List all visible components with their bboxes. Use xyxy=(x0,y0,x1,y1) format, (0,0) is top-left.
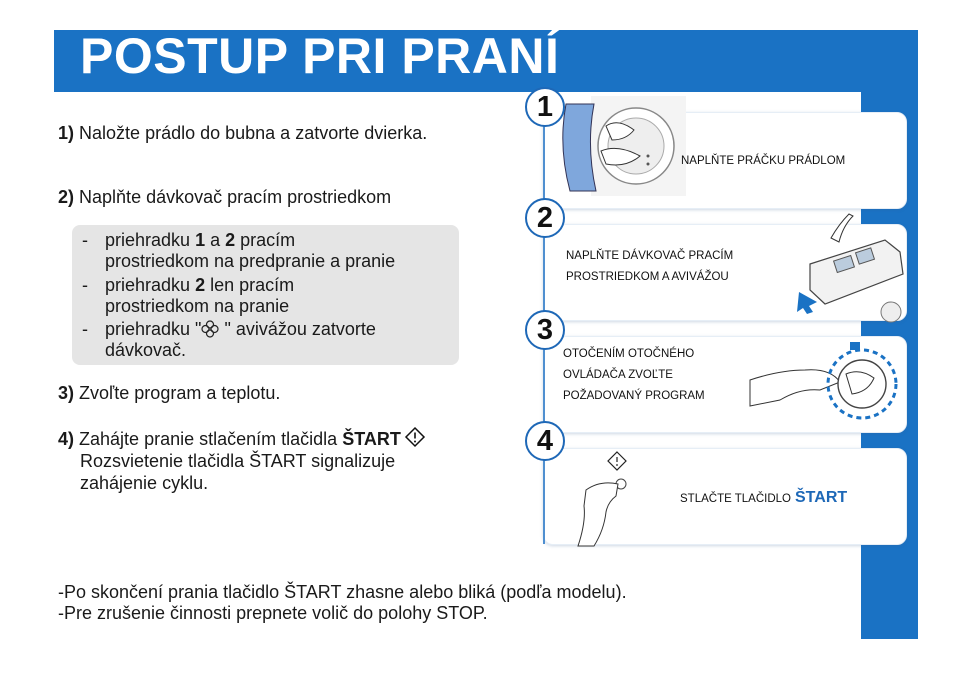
step-number: 2) xyxy=(58,187,75,207)
card-caption xyxy=(680,487,847,510)
bullet-text: priehradku xyxy=(105,275,196,295)
program-dial-illustration xyxy=(750,340,900,430)
footer-note: -Pre zrušenie činnosti prepnete volič do polohy STOP. xyxy=(58,603,488,623)
caption-line: PROSTRIEDKOM A AVIVÁŽOU xyxy=(566,271,729,283)
bullet-text: a xyxy=(205,230,226,250)
caption-line: POŽADOVANÝ PROGRAM xyxy=(563,390,705,402)
step-2 xyxy=(58,186,391,208)
card-caption xyxy=(566,246,733,288)
step-text: Rozsvietenie tlačidla ŠTART signalizuje xyxy=(80,451,396,471)
step-number: 3) xyxy=(58,383,75,403)
bullet-dash: - xyxy=(82,230,88,250)
bullet-continuation: prostriedkom na pranie xyxy=(105,296,290,316)
washing-machine-illustration xyxy=(556,96,686,201)
step-number: 1) xyxy=(58,123,75,143)
start-button-icon xyxy=(404,426,426,448)
detergent-drawer-illustration xyxy=(795,212,905,320)
step-text: Zahájte pranie stlačením tlačidla xyxy=(79,429,338,449)
compartment-number: 1 xyxy=(195,230,206,250)
bullet-text: pracím xyxy=(235,230,296,250)
caption-line: NAPLŇTE PRÁČKU PRÁDLOM xyxy=(681,155,846,167)
step-text: Naplňte dávkovač pracím prostriedkom xyxy=(79,187,392,207)
card-caption xyxy=(563,344,705,407)
bullet-item xyxy=(82,319,376,361)
caption-line: STLAČTE TLAČIDLO xyxy=(680,493,791,505)
start-label: ŠTART xyxy=(795,489,848,506)
start-label: ŠTART xyxy=(342,429,401,449)
bullet-text: priehradku xyxy=(105,230,196,250)
page-title: POSTUP PRI PRANÍ xyxy=(80,28,560,84)
compartment-number: 2 xyxy=(195,275,206,295)
start-press-illustration xyxy=(566,450,646,548)
card-caption xyxy=(681,151,845,172)
bullet-item xyxy=(82,230,395,272)
bullet-text: priehradku " xyxy=(105,319,202,339)
caption-line: OVLÁDAČA ZVOĽTE xyxy=(563,369,673,381)
step-badge-1: 1 xyxy=(525,87,565,127)
step-4 xyxy=(58,426,426,494)
bullet-item xyxy=(82,275,294,317)
bullet-continuation: prostriedkom na predpranie a pranie xyxy=(105,251,396,271)
bullet-text: " avivážou zatvorte xyxy=(219,319,376,339)
bullet-dash: - xyxy=(82,319,88,339)
caption-line: OTOČENÍM OTOČNÉHO xyxy=(563,348,695,360)
step-1 xyxy=(58,122,427,144)
softener-flower-icon xyxy=(201,320,219,338)
compartment-number: 2 xyxy=(225,230,236,250)
step-text: Zvoľte program a teplotu. xyxy=(79,383,281,403)
step-text: zahájenie cyklu. xyxy=(80,473,209,493)
step-number: 4) xyxy=(58,429,75,449)
caption-line: NAPLŇTE DÁVKOVAČ PRACÍM xyxy=(566,250,734,262)
step-badge-2: 2 xyxy=(525,198,565,238)
step-badge-3: 3 xyxy=(525,310,565,350)
footer-note: -Po skončení prania tlačidlo ŠTART zhasne alebo bliká (podľa modelu). xyxy=(58,582,627,602)
bullet-dash: - xyxy=(82,275,88,295)
step-badge-4: 4 xyxy=(525,421,565,461)
bullet-continuation: dávkovač. xyxy=(105,340,187,360)
bullet-text: len pracím xyxy=(205,275,295,295)
step-3 xyxy=(58,382,280,404)
step-text: Naložte prádlo do bubna a zatvorte dvierka. xyxy=(79,123,428,143)
